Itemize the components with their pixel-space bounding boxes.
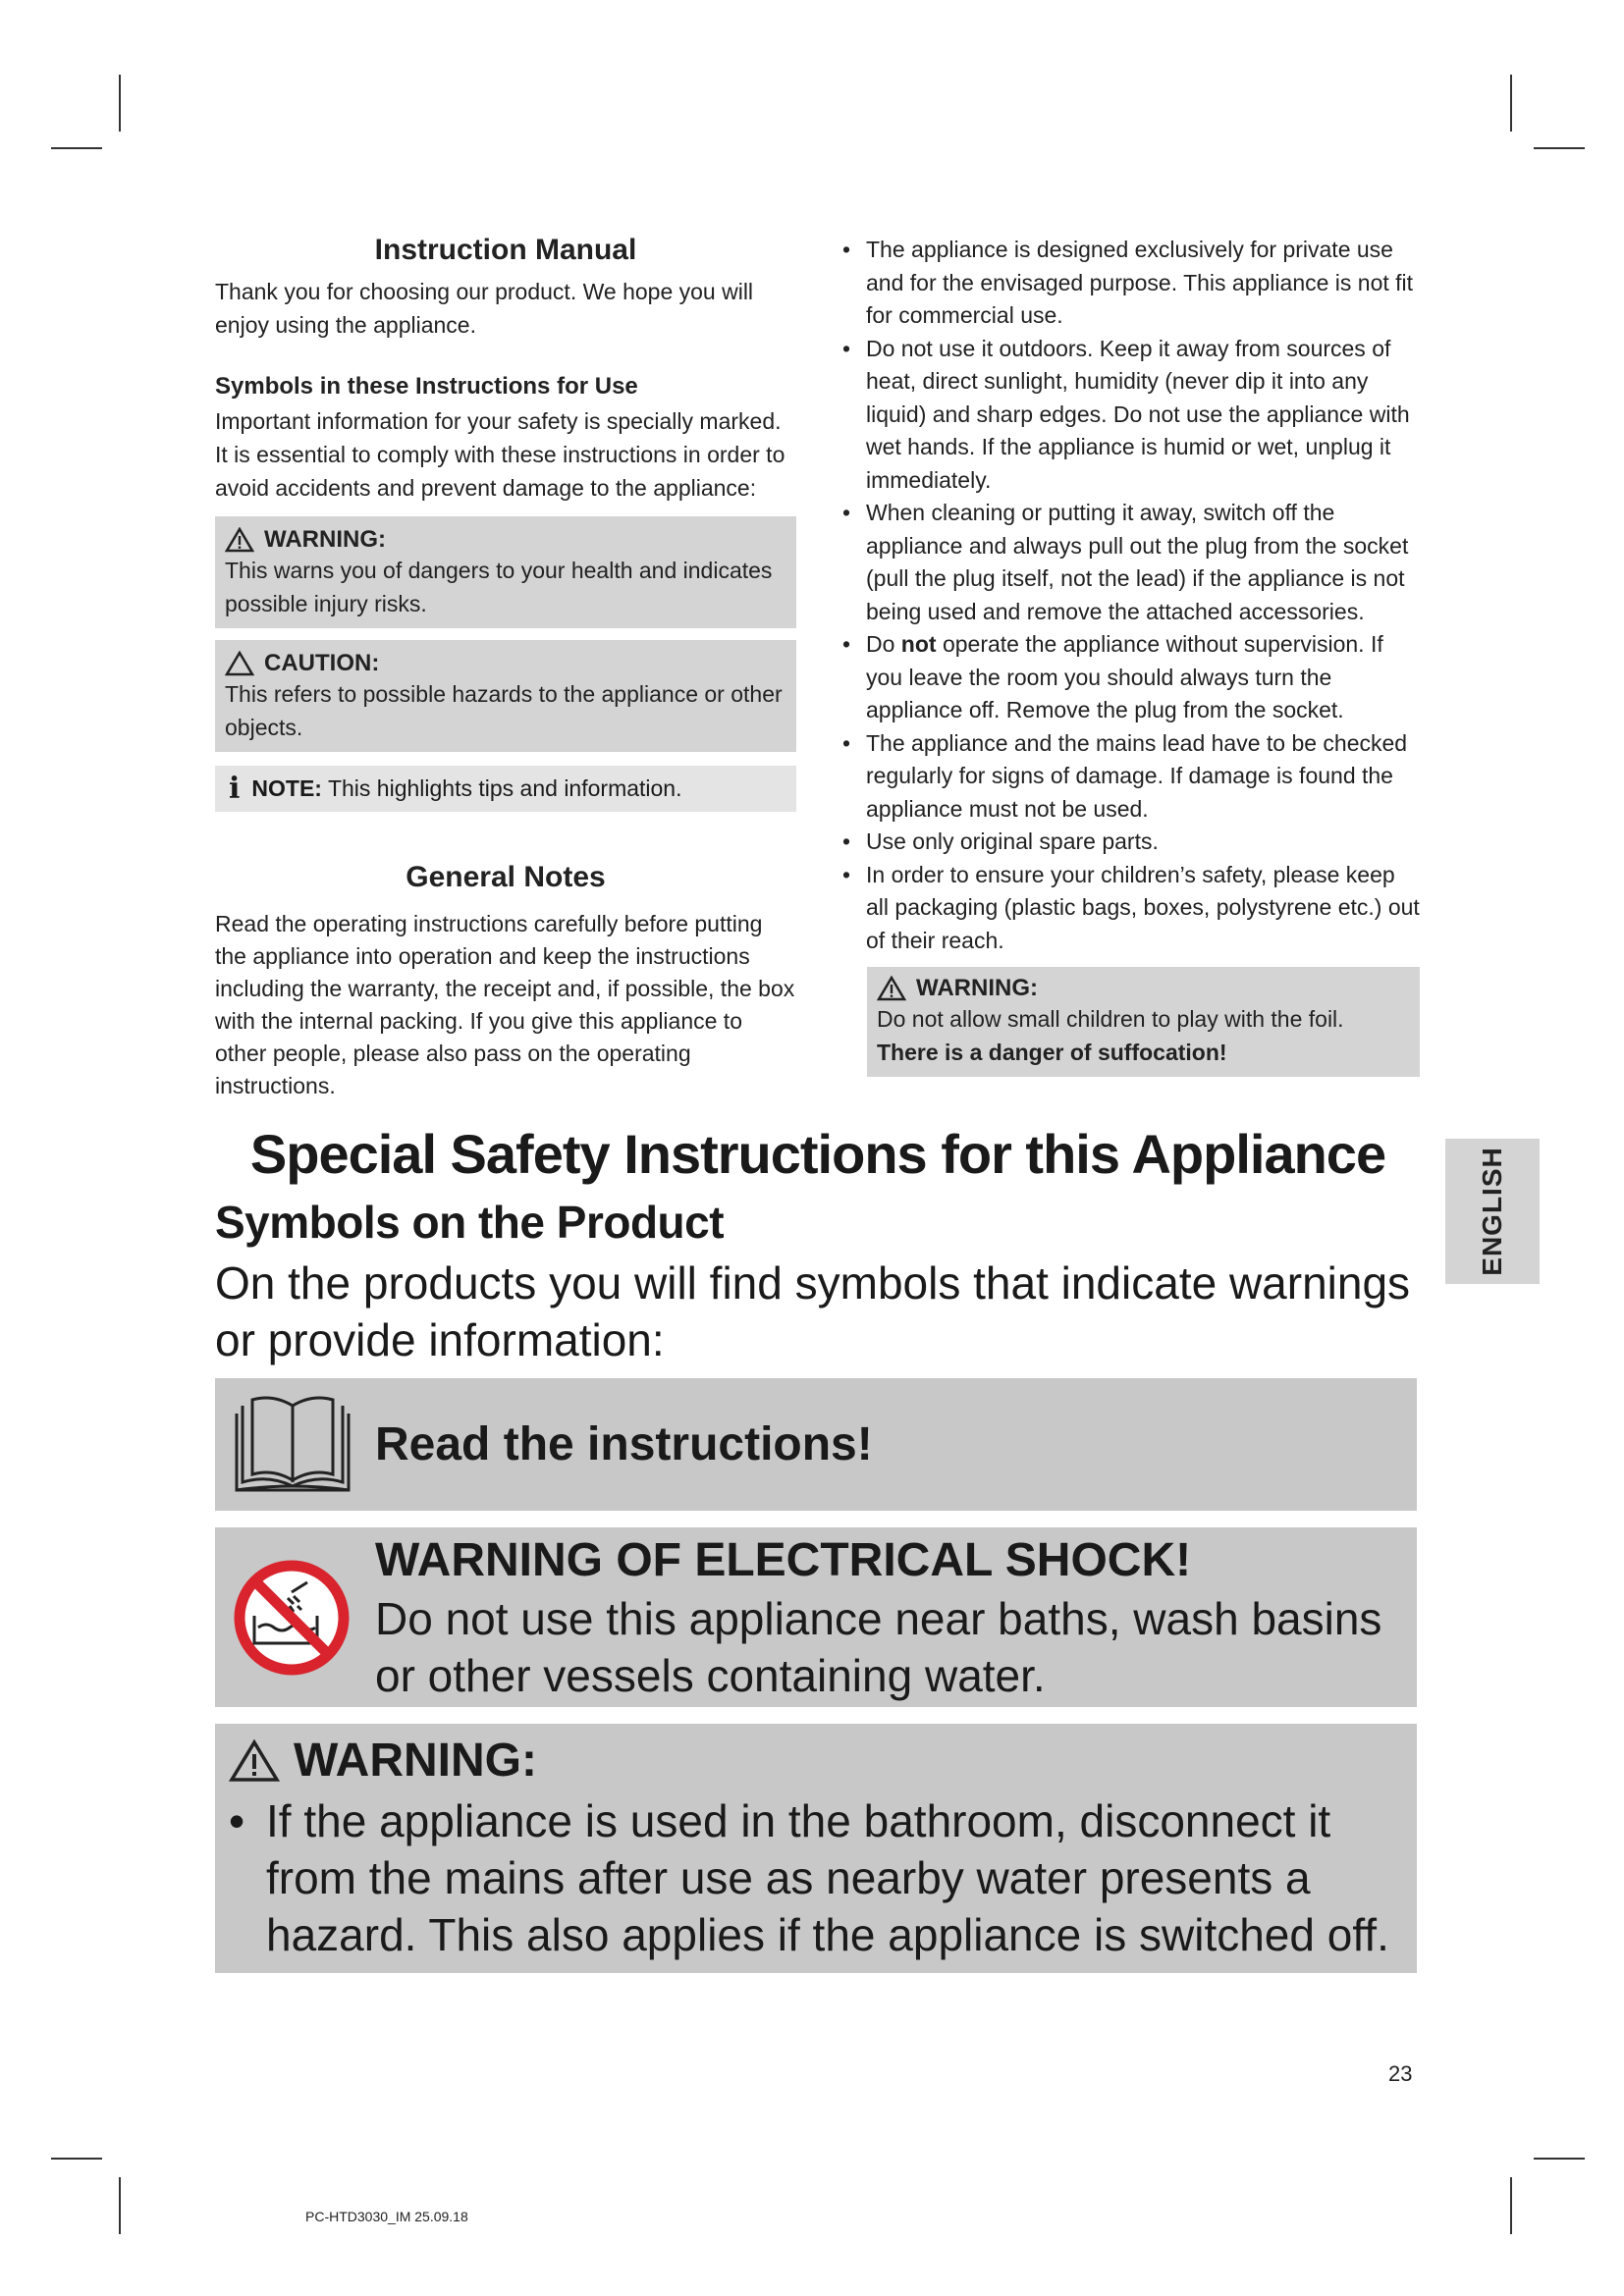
electrical-shock-title: WARNING OF ELECTRICAL SHOCK! [375, 1534, 1192, 1586]
read-instructions-label: Read the instructions! [375, 1418, 873, 1470]
caution-triangle-icon [225, 651, 254, 676]
symbols-paragraph-1: Important information for your safety is specially marked. [215, 408, 782, 434]
crop-mark [1534, 147, 1585, 149]
general-notes-text: Read the operating instructions carefully before putting the appliance into operation and keep the instructions including the warranty, the receipt and, if possible, the box with the internal packing. If you give this appliance to other people, please also pass on the operating instructions. [215, 911, 795, 1098]
instruction-manual-heading: Instruction Manual [374, 234, 637, 266]
crop-mark [1510, 75, 1512, 132]
left-column [215, 234, 796, 1102]
crop-mark [1534, 2158, 1585, 2160]
warning-label: WARNING: [264, 526, 386, 553]
language-label: ENGLISH [1477, 1147, 1507, 1276]
list-item: • The appliance and the mains lead have to be checked regularly for signs of damage. If damage is found the appliance must not be used. [840, 727, 1420, 827]
list-item: • When cleaning or putting it away, switch off the appliance and always pull out the plug from the socket (pull the plug itself, not the lead) if the appliance is not being used and remove the attached accessories. [840, 497, 1420, 628]
electrical-shock-text: Do not use this appliance near baths, wash basins or other vessels containing water. [375, 1593, 1382, 1701]
warning-triangle-icon [229, 1739, 280, 1783]
language-tab [1445, 1139, 1540, 1284]
footer-code: PC-HTD3030_IM 25.09.18 [305, 2209, 468, 2224]
bathroom-warning-text: If the appliance is used in the bathroom, disconnect it from the mains after use as nearby water presents a hazard. This also applies if the appliance is switched off. [266, 1795, 1389, 1960]
suffocation-warning-box [867, 967, 1420, 1077]
symbols-paragraph-2: It is essential to comply with these instructions in order to avoid accidents and prevent damage to the appliance: [215, 442, 785, 501]
list-item: • Use only original spare parts. [840, 826, 1420, 859]
bathroom-warning-box [215, 1724, 1417, 1973]
warning-box [215, 516, 796, 628]
safety-bullet-list [840, 234, 1420, 957]
list-item: • The appliance is designed exclusively for private use and for the envisaged purpose. This appliance is not fit for commercial use. [840, 234, 1420, 333]
right-column [840, 234, 1420, 1077]
list-item: • Do not operate the appliance without supervision. If you leave the room you should always turn the appliance off. Remove the plug from the socket. [840, 628, 1420, 727]
caution-label: CAUTION: [264, 650, 380, 676]
crop-mark [119, 2177, 121, 2234]
note-label: NOTE: [251, 775, 322, 801]
info-icon: i [229, 772, 241, 806]
special-safety-title: Special Safety Instructions for this Appliance [249, 1123, 1386, 1185]
intro-text: Thank you for choosing our product. We hope you will enjoy using the appliance. [215, 279, 754, 338]
crop-mark [119, 75, 121, 132]
symbols-heading: Symbols in these Instructions for Use [215, 373, 638, 400]
read-instructions-box [215, 1378, 1417, 1511]
page-number: 23 [1388, 2061, 1413, 2086]
warning-text: This warns you of dangers to your health and indicates possible injury risks. [225, 558, 773, 616]
bathroom-warning-label: WARNING: [294, 1735, 537, 1787]
note-text: This highlights tips and information. [327, 775, 682, 801]
electrical-shock-box [215, 1527, 1417, 1707]
warning-triangle-icon [225, 527, 254, 553]
crop-mark [51, 2158, 102, 2160]
general-notes-heading: General Notes [406, 861, 606, 893]
crop-mark [51, 147, 102, 149]
list-item: • Do not use it outdoors. Keep it away from sources of heat, direct sunlight, humidity (never dip it into any liquid) and sharp edges. Do not use the appliance with wet hands. If the appliance is humid or wet, unplug it immediately. [840, 333, 1420, 498]
warning-triangle-icon [877, 976, 906, 1001]
symbols-product-intro: On the products you will find symbols that indicate warnings or provide information: [215, 1257, 1411, 1365]
warning-line-1: Do not allow small children to play with the foil. [877, 1006, 1344, 1032]
warning-label: WARNING: [916, 975, 1038, 1001]
list-item: • In order to ensure your children’s safety, please keep all packaging (plastic bags, boxes, polystyrene etc.) out of their reach. [840, 859, 1420, 958]
bullet-icon: • [229, 1795, 245, 1846]
book-icon [229, 1392, 356, 1498]
note-box [215, 766, 796, 812]
no-water-prohibition-icon [233, 1559, 351, 1677]
warning-line-2: There is a danger of suffocation! [877, 1040, 1227, 1065]
caution-box [215, 640, 796, 752]
caution-text: This refers to possible hazards to the appliance or other objects. [225, 681, 783, 740]
bathroom-warning-item [229, 1792, 1407, 1963]
crop-mark [1510, 2177, 1512, 2234]
symbols-product-title: Symbols on the Product [215, 1197, 725, 1248]
